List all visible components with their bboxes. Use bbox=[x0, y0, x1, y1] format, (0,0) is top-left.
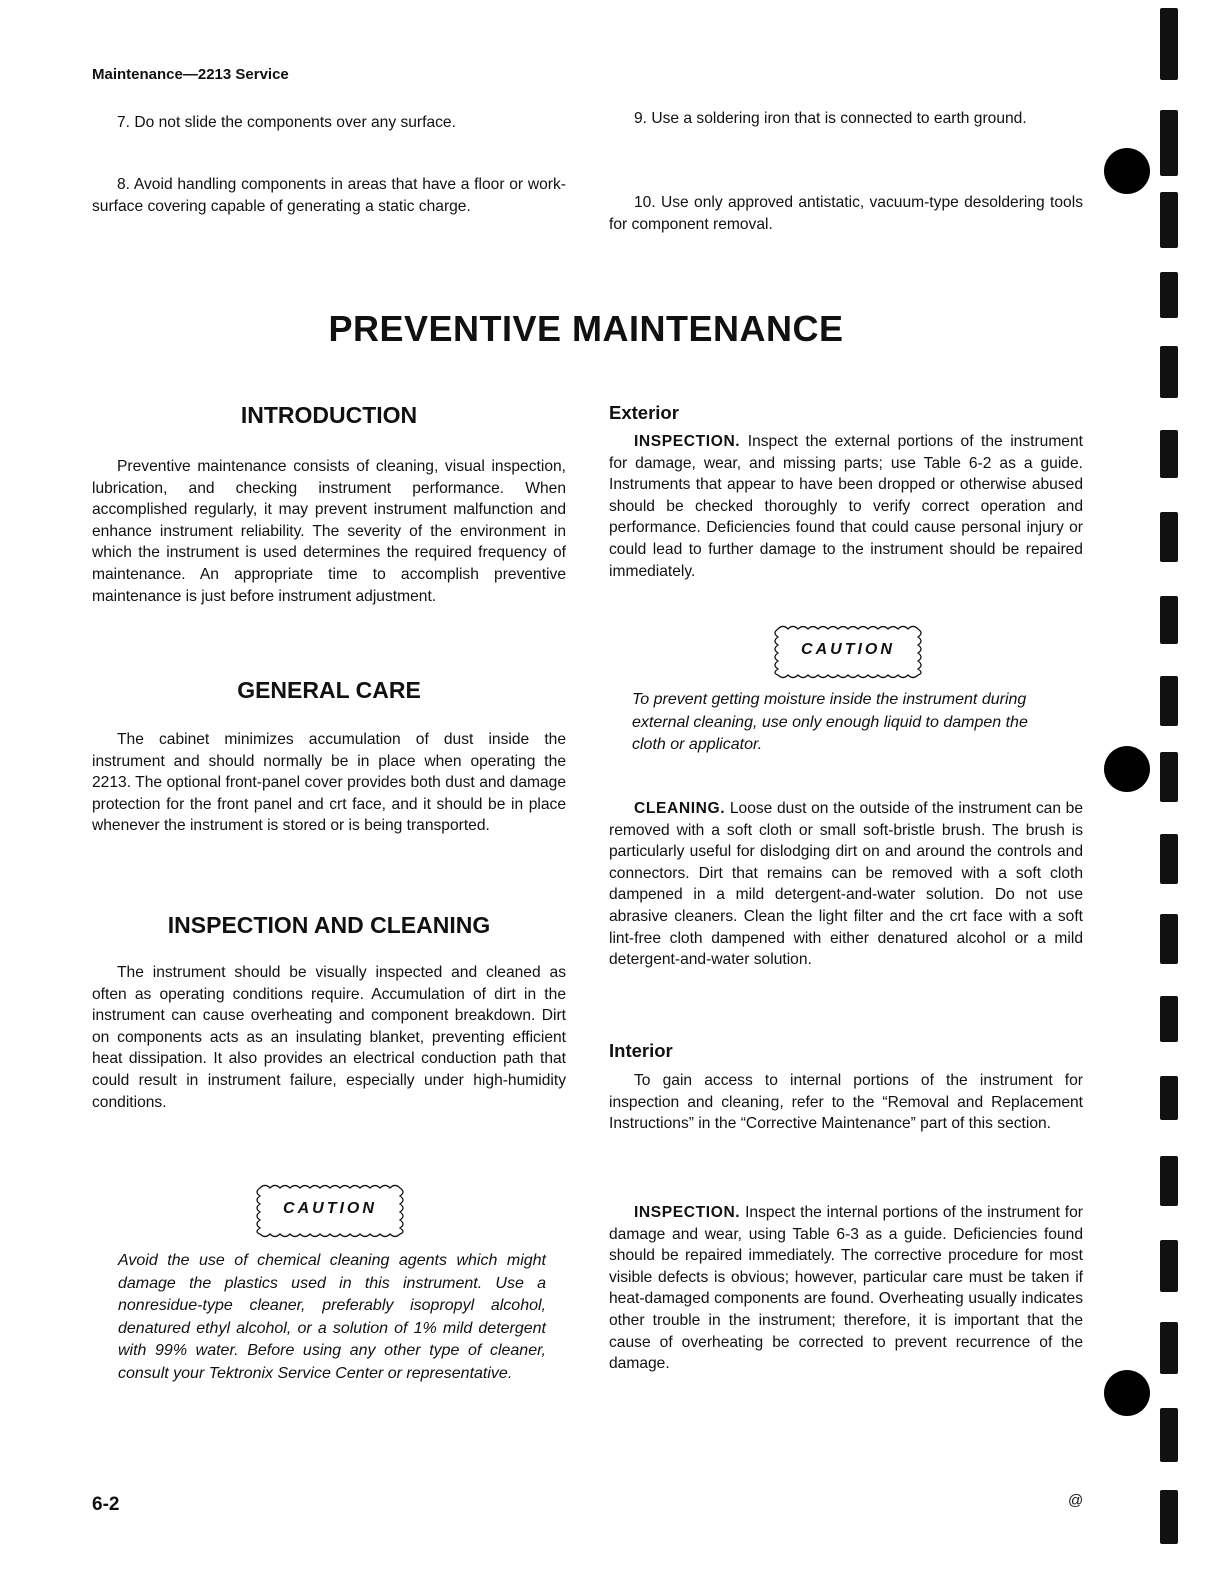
binder-bar bbox=[1160, 1322, 1178, 1374]
binder-bar bbox=[1160, 512, 1178, 562]
binder-bar bbox=[1160, 1408, 1178, 1462]
general-care-heading: GENERAL CARE bbox=[237, 677, 421, 703]
exterior-inspection-text: Inspect the external portions of the instrument for damage, wear, and missing parts; use Table 6-2 as a guide. Instruments that appear to have been dropped or otherwise abused should be checked thoroughly to verify correct operation and performance. Deficiencies found that could cause personal injury or could lead to further damage to the instrument should be repaired immediately. bbox=[609, 433, 1083, 580]
interior-inspection-label: INSPECTION. bbox=[634, 1204, 741, 1221]
interior-inspection-paragraph bbox=[609, 1202, 1083, 1375]
interior-inspection-text: Inspect the internal portions of the instrument for damage and wear, using Table 6-3 as a guide. Deficiencies found should be repaired immediately. The corrective procedure for most visible defects is obvious; however, particular care must be taken if heat-damaged components are found. Overheating usually indicates other trouble in the instrument; therefore, it is important that the cause of overheating be corrected to prevent recurrence of the damage. bbox=[609, 1204, 1083, 1373]
caution-label: CAUTION bbox=[801, 641, 895, 658]
caution-box-right bbox=[768, 623, 928, 681]
binder-bar bbox=[1160, 110, 1178, 176]
binder-bar bbox=[1160, 272, 1178, 318]
binder-bar bbox=[1160, 192, 1178, 248]
binder-bar bbox=[1160, 8, 1178, 80]
binder-bar bbox=[1160, 676, 1178, 726]
binder-bar bbox=[1160, 1076, 1178, 1120]
exterior-heading: Exterior bbox=[609, 402, 679, 423]
inspection-cleaning-body: The instrument should be visually inspected and cleaned as often as operating conditions require. Accumulation of dirt in the instrument can cause overheating and component breakdown. Dirt on components acts as an insulating blanket, preventing efficient heat dissipation. It also provides an electrical conduction path that could result in instrument failure, especially under high-humidity conditions. bbox=[92, 964, 566, 1111]
list-item-7: 7. Do not slide the components over any surface. bbox=[117, 114, 456, 131]
binder-bar bbox=[1160, 596, 1178, 644]
list-item-10: 10. Use only approved antistatic, vacuum-type desoldering tools for component removal. bbox=[609, 194, 1083, 233]
binder-bar bbox=[1160, 914, 1178, 964]
interior-access-paragraph: To gain access to internal portions of the instrument for inspection and cleaning, refer to the “Removal and Replacement Instructions” in the “Corrective Maintenance” part of this section. bbox=[609, 1072, 1083, 1133]
exterior-cleaning-label: CLEANING. bbox=[634, 800, 726, 817]
running-header: Maintenance—2213 Service bbox=[92, 66, 289, 83]
binder-bar bbox=[1160, 834, 1178, 884]
exterior-cleaning-paragraph bbox=[609, 798, 1083, 971]
inspection-cleaning-heading: INSPECTION AND CLEANING bbox=[167, 912, 491, 938]
caution-text-right: To prevent getting moisture inside the instrument during external cleaning, use only enough liquid to dampen the cloth or applicator. bbox=[632, 691, 1028, 753]
binder-hole bbox=[1104, 148, 1150, 194]
list-item-9: 9. Use a soldering iron that is connected to earth ground. bbox=[634, 110, 1027, 127]
binder-hole bbox=[1104, 1370, 1150, 1416]
caution-box-left bbox=[250, 1182, 410, 1240]
footer-symbol: @ bbox=[1068, 1492, 1084, 1509]
list-item-8: 8. Avoid handling components in areas that have a floor or work-surface covering capable of generating a static charge. bbox=[92, 176, 566, 215]
general-care-body: The cabinet minimizes accumulation of dust inside the instrument and should normally be in place when operating the 2213. The optional front-panel cover provides both dust and damage protection for the front panel and crt face, and it should be in place whenever the instrument is stored or is being transported. bbox=[92, 731, 566, 835]
binder-bar bbox=[1160, 430, 1178, 478]
page-number: 6-2 bbox=[92, 1494, 120, 1515]
exterior-inspection-paragraph bbox=[609, 431, 1083, 582]
caution-text-left: Avoid the use of chemical cleaning agents which might damage the plastics used in this instrument. Use a nonresidue-type cleaner, preferably isopropyl alcohol, denatured ethyl alcohol, or a solution of 1% mild detergent with 99% water. Before using any other type of cleaner, consult your Tektronix Service Center or representative. bbox=[118, 1252, 546, 1382]
binder-bar bbox=[1160, 996, 1178, 1042]
introduction-heading: INTRODUCTION bbox=[240, 402, 418, 428]
interior-heading: Interior bbox=[609, 1040, 673, 1061]
caution-label: CAUTION bbox=[283, 1200, 377, 1217]
exterior-cleaning-text: Loose dust on the outside of the instrument can be removed with a soft cloth or small soft-bristle brush. The brush is particularly useful for dislodging dirt on and around the controls and connectors. Dirt that remains can be removed with a soft cloth dampened in a mild detergent-and-water solution. Do not use abrasive cleaners. Clean the light filter and the crt face with a soft lint-free cloth dampened with either denatured alcohol or a mild detergent-and-water solution. bbox=[609, 800, 1083, 969]
binder-bar bbox=[1160, 346, 1178, 398]
binder-bar bbox=[1160, 1156, 1178, 1206]
binder-bar bbox=[1160, 1490, 1178, 1544]
introduction-body: Preventive maintenance consists of cleaning, visual inspection, lubrication, and checking instrument performance. When accomplished regularly, it may prevent instrument malfunction and enhance instrument reliability. The severity of the environment in which the instrument is used determines the required frequency of maintenance. An appropriate time to accomplish preventive maintenance is just before instrument adjustment. bbox=[92, 458, 566, 605]
binder-hole bbox=[1104, 746, 1150, 792]
binder-bar bbox=[1160, 1240, 1178, 1292]
binder-bar bbox=[1160, 752, 1178, 802]
section-title: PREVENTIVE MAINTENANCE bbox=[328, 308, 844, 349]
exterior-inspection-label: INSPECTION. bbox=[634, 433, 741, 450]
